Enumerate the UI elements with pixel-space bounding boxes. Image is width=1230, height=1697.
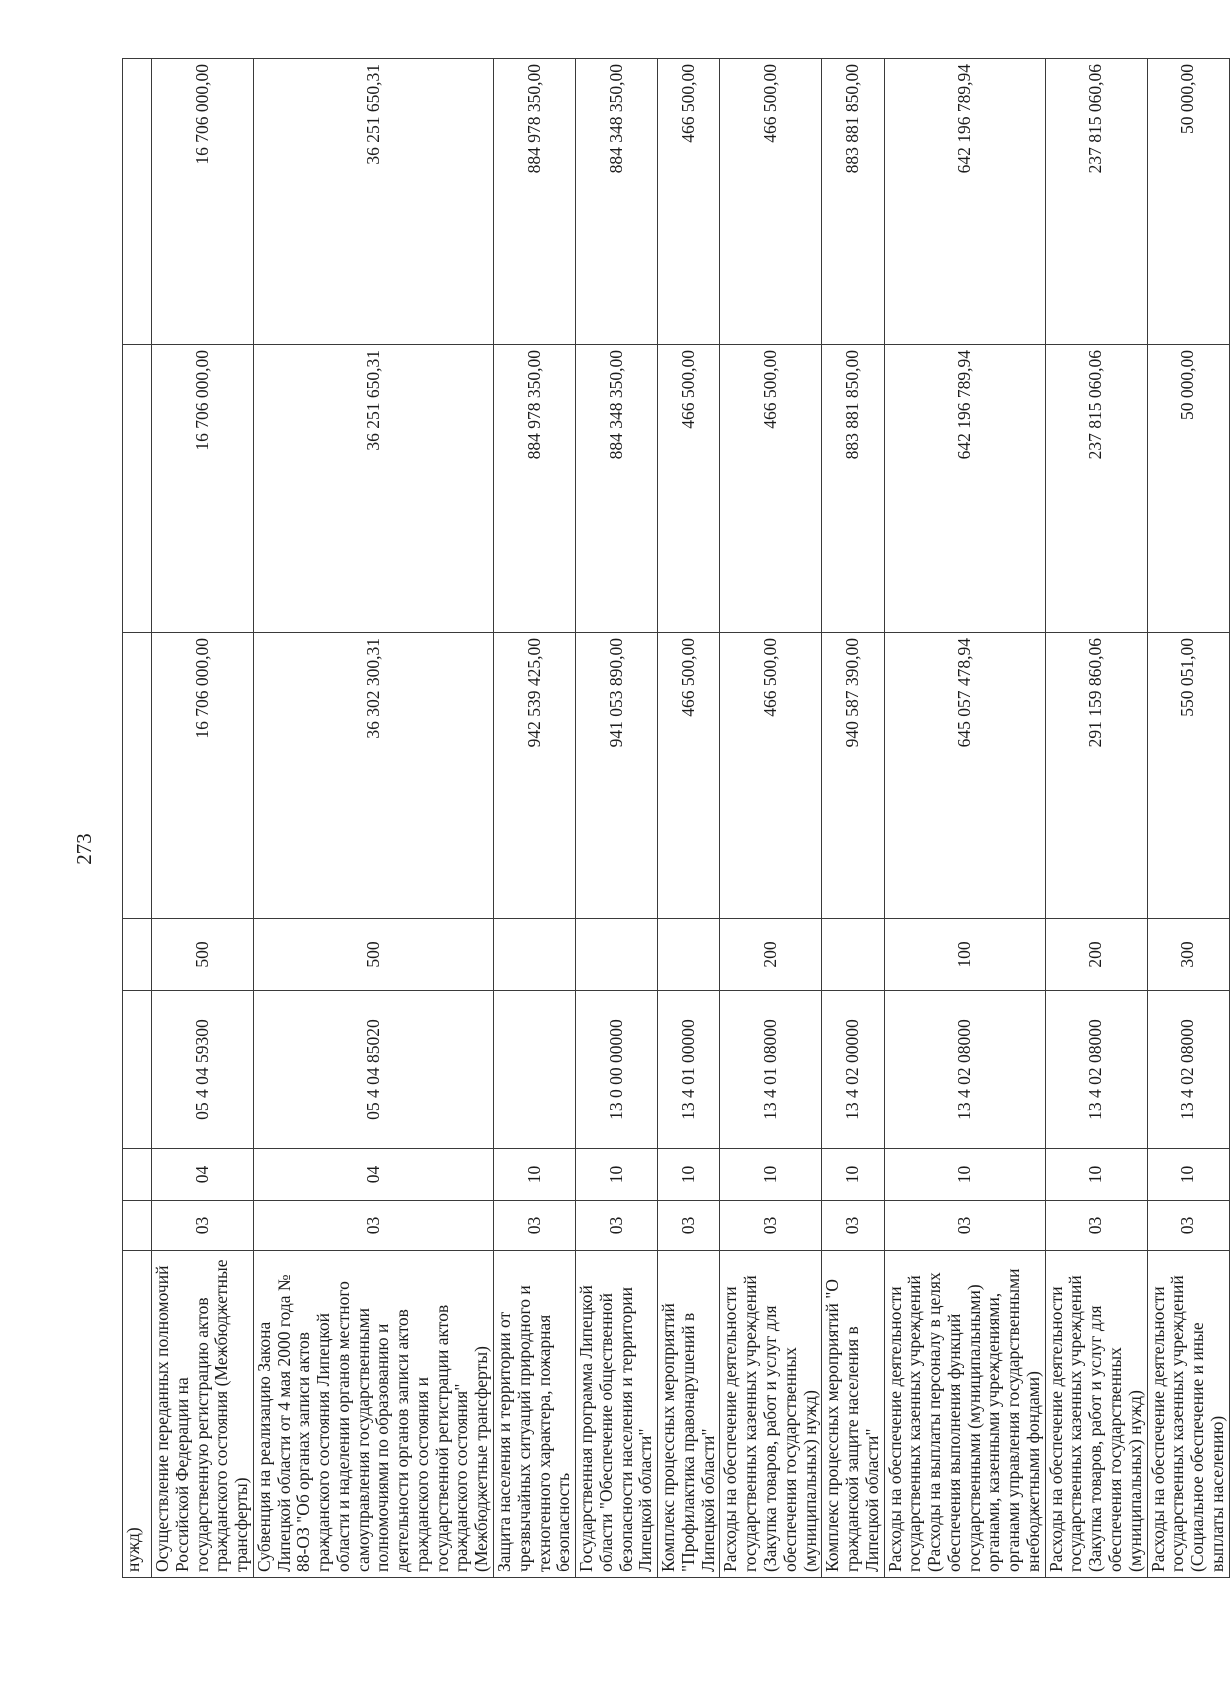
sum-year-3: 50 000,00: [1147, 59, 1229, 345]
sum-year-1: 941 053 890,00: [576, 633, 658, 919]
subsection-code: 04: [152, 1149, 254, 1201]
expense-type-code: 200: [720, 919, 822, 991]
sum-year-1: 36 302 300,31: [253, 633, 493, 919]
subsection-code: 10: [658, 1149, 720, 1201]
sum-year-2: 237 815 060,06: [1045, 345, 1147, 633]
row-name: нужд): [123, 1251, 152, 1578]
target-article-code: 05 4 04 85020: [253, 991, 493, 1149]
row-name: Защита населения и территории от чрезвычайных ситуаций природного и техногенного характера, пожарная безопасность: [494, 1251, 576, 1578]
expense-type-code: 300: [1147, 919, 1229, 991]
sum-year-1: 466 500,00: [658, 633, 720, 919]
table-row: [152, 59, 254, 1578]
section-code: 03: [1147, 1201, 1229, 1251]
row-name: Расходы на обеспечение деятельности государственных казенных учреждений (Социальное обеспечение и иные выплаты населению): [1147, 1251, 1229, 1578]
subsection-code: 10: [1147, 1149, 1229, 1201]
subsection-code: 10: [494, 1149, 576, 1201]
target-article-code: 05 4 04 59300: [152, 991, 254, 1149]
sum-year-3: 884 978 350,00: [494, 59, 576, 345]
target-article-code: 13 4 02 00000: [822, 991, 884, 1149]
table-row: [576, 59, 658, 1578]
sum-year-3: 883 881 850,00: [822, 59, 884, 345]
target-article-code: [494, 991, 576, 1149]
sum-year-2: 36 251 650,31: [253, 345, 493, 633]
sum-year-1: 940 587 390,00: [822, 633, 884, 919]
table-row: [884, 59, 1045, 1578]
sum-year-2: 466 500,00: [658, 345, 720, 633]
row-name: Расходы на обеспечение деятельности государственных казенных учреждений (Закупка товаров, работ и услуг для обеспечения государственных (муниципальных) нужд): [1045, 1251, 1147, 1578]
target-article-code: 13 4 02 08000: [1147, 991, 1229, 1149]
expense-type-code: [123, 919, 152, 991]
expense-type-code: 100: [884, 919, 1045, 991]
sum-year-3: 884 348 350,00: [576, 59, 658, 345]
subsection-code: 10: [884, 1149, 1045, 1201]
subsection-code: 10: [822, 1149, 884, 1201]
row-name: Расходы на обеспечение деятельности государственных казенных учреждений (Расходы на выплаты персоналу в целях обеспечения выполнения функций государственными (муниципальными) органами, казенными учреждениями, органами управления государственными внебюджетными фондами): [884, 1251, 1045, 1578]
section-code: 03: [720, 1201, 822, 1251]
row-name: Расходы на обеспечение деятельности государственных казенных учреждений (Закупка товаров, работ и услуг для обеспечения государственных (муниципальных) нужд): [720, 1251, 822, 1578]
sum-year-1: 645 057 478,94: [884, 633, 1045, 919]
table-row: [1045, 59, 1147, 1578]
section-code: 03: [884, 1201, 1045, 1251]
sum-year-1: 291 159 860,06: [1045, 633, 1147, 919]
section-code: 03: [152, 1201, 254, 1251]
sum-year-2: 884 348 350,00: [576, 345, 658, 633]
section-code: [123, 1201, 152, 1251]
sum-year-2: 16 706 000,00: [152, 345, 254, 633]
budget-table: [122, 58, 1230, 1578]
subsection-code: [123, 1149, 152, 1201]
row-name: Государственная программа Липецкой области "Обеспечение общественной безопасности населения и территории Липецкой области": [576, 1251, 658, 1578]
section-code: 03: [576, 1201, 658, 1251]
section-code: 03: [658, 1201, 720, 1251]
sum-year-1: 466 500,00: [720, 633, 822, 919]
target-article-code: 13 0 00 00000: [576, 991, 658, 1149]
target-article-code: 13 4 01 00000: [658, 991, 720, 1149]
sum-year-2: 50 000,00: [1147, 345, 1229, 633]
sum-year-2: 642 196 789,94: [884, 345, 1045, 633]
target-article-code: 13 4 02 08000: [1045, 991, 1147, 1149]
section-code: 03: [822, 1201, 884, 1251]
table-row: [822, 59, 884, 1578]
sum-year-3: 16 706 000,00: [152, 59, 254, 345]
expense-type-code: 500: [253, 919, 493, 991]
subsection-code: 10: [576, 1149, 658, 1201]
table-row: [720, 59, 822, 1578]
section-code: 03: [494, 1201, 576, 1251]
subsection-code: 10: [1045, 1149, 1147, 1201]
expense-type-code: [494, 919, 576, 991]
sum-year-1: [123, 633, 152, 919]
subsection-code: 04: [253, 1149, 493, 1201]
sum-year-2: [123, 345, 152, 633]
expense-type-code: [822, 919, 884, 991]
target-article-code: 13 4 02 08000: [884, 991, 1045, 1149]
sum-year-1: 942 539 425,00: [494, 633, 576, 919]
table-row: [658, 59, 720, 1578]
expense-type-code: 200: [1045, 919, 1147, 991]
table-row: [253, 59, 493, 1578]
sum-year-3: 466 500,00: [658, 59, 720, 345]
expense-type-code: [658, 919, 720, 991]
table-row: [494, 59, 576, 1578]
sum-year-2: 466 500,00: [720, 345, 822, 633]
section-code: 03: [253, 1201, 493, 1251]
target-article-code: [123, 991, 152, 1149]
sum-year-3: 466 500,00: [720, 59, 822, 345]
sum-year-2: 883 881 850,00: [822, 345, 884, 633]
expense-type-code: [576, 919, 658, 991]
subsection-code: 10: [720, 1149, 822, 1201]
table-row: [1147, 59, 1229, 1578]
row-name: Комплекс процессных мероприятий "О гражданской защите населения в Липецкой области": [822, 1251, 884, 1578]
table-row: [123, 59, 152, 1578]
sum-year-3: 642 196 789,94: [884, 59, 1045, 345]
row-name: Комплекс процессных мероприятий "Профилактика правонарушений в Липецкой области": [658, 1251, 720, 1578]
expense-type-code: 500: [152, 919, 254, 991]
sum-year-3: 237 815 060,06: [1045, 59, 1147, 345]
target-article-code: 13 4 01 08000: [720, 991, 822, 1149]
sum-year-1: 550 051,00: [1147, 633, 1229, 919]
sum-year-3: 36 251 650,31: [253, 59, 493, 345]
row-name: Осуществление переданных полномочий Российской Федерации на государственную регистрацию актов гражданского состояния (Межбюджетные трансферты): [152, 1251, 254, 1578]
sum-year-2: 884 978 350,00: [494, 345, 576, 633]
sum-year-1: 16 706 000,00: [152, 633, 254, 919]
sum-year-3: [123, 59, 152, 345]
section-code: 03: [1045, 1201, 1147, 1251]
page-number: 273: [72, 833, 96, 865]
row-name: Субвенция на реализацию Закона Липецкой области от 4 мая 2000 года № 88-ОЗ "Об органах записи актов гражданского состояния Липецкой области и наделении органов местного самоуправления государственными полномочиями по образованию и деятельности органов записи актов гражданского состояния и государственной регистрации актов гражданского состояния" (Межбюджетные трансферты): [253, 1251, 493, 1578]
